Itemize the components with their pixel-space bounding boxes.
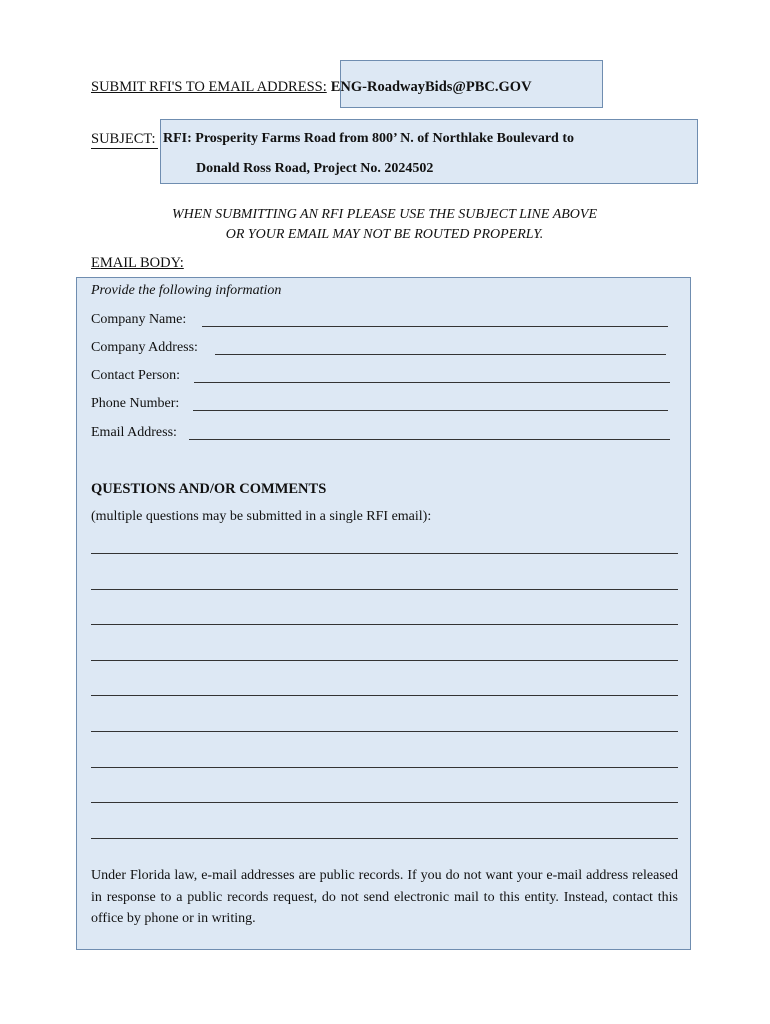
question-line[interactable]: [91, 802, 678, 803]
routing-notice-line-2: OR YOUR EMAIL MAY NOT BE ROUTED PROPERLY.: [225, 227, 544, 242]
submit-rfi-row: [91, 79, 532, 96]
email-address[interactable]: ENG-RoadwayBids@PBC.GOV: [330, 79, 532, 95]
subject-label: SUBJECT:: [91, 131, 156, 147]
question-line[interactable]: [91, 838, 678, 839]
question-line[interactable]: [91, 695, 678, 696]
routing-notice: [91, 205, 678, 245]
subject-line-2: Donald Ross Road, Project No. 2024502: [196, 161, 434, 176]
questions-subheading: (multiple questions may be submitted in a single RFI email):: [91, 509, 432, 524]
question-line[interactable]: [91, 767, 678, 768]
contact-person-line[interactable]: [194, 382, 670, 383]
form-intro: Provide the following information: [91, 283, 282, 298]
email-body-label: EMAIL BODY:: [91, 255, 184, 271]
submit-rfi-label: SUBMIT RFI'S TO EMAIL ADDRESS:: [91, 79, 327, 95]
routing-notice-line-1: WHEN SUBMITTING AN RFI PLEASE USE THE SUBJECT LINE ABOVE: [171, 207, 598, 222]
email-address-label: Email Address:: [91, 425, 177, 440]
questions-heading: QUESTIONS AND/OR COMMENTS: [91, 481, 327, 497]
public-records-disclaimer: Under Florida law, e-mail addresses are public records. If you do not want your e-mail address released in response to a public records request, do not send electronic mail to this entity. Instead, contact this office by phone or in writing.: [91, 868, 678, 926]
email-address-line[interactable]: [189, 439, 670, 440]
contact-person-label: Contact Person:: [91, 368, 181, 383]
subject-line-1: RFI: Prosperity Farms Road from 800’ N. of Northlake Boulevard to: [163, 131, 575, 146]
company-address-line[interactable]: [215, 354, 666, 355]
question-line[interactable]: [91, 553, 678, 554]
question-line[interactable]: [91, 731, 678, 732]
question-line[interactable]: [91, 624, 678, 625]
company-address-label: Company Address:: [91, 340, 198, 355]
company-name-label: Company Name:: [91, 312, 187, 327]
question-line[interactable]: [91, 589, 678, 590]
question-line[interactable]: [91, 660, 678, 661]
subject-label-underline: [91, 148, 158, 149]
phone-number-label: Phone Number:: [91, 396, 180, 411]
phone-number-line[interactable]: [193, 410, 668, 411]
company-name-line[interactable]: [202, 326, 668, 327]
